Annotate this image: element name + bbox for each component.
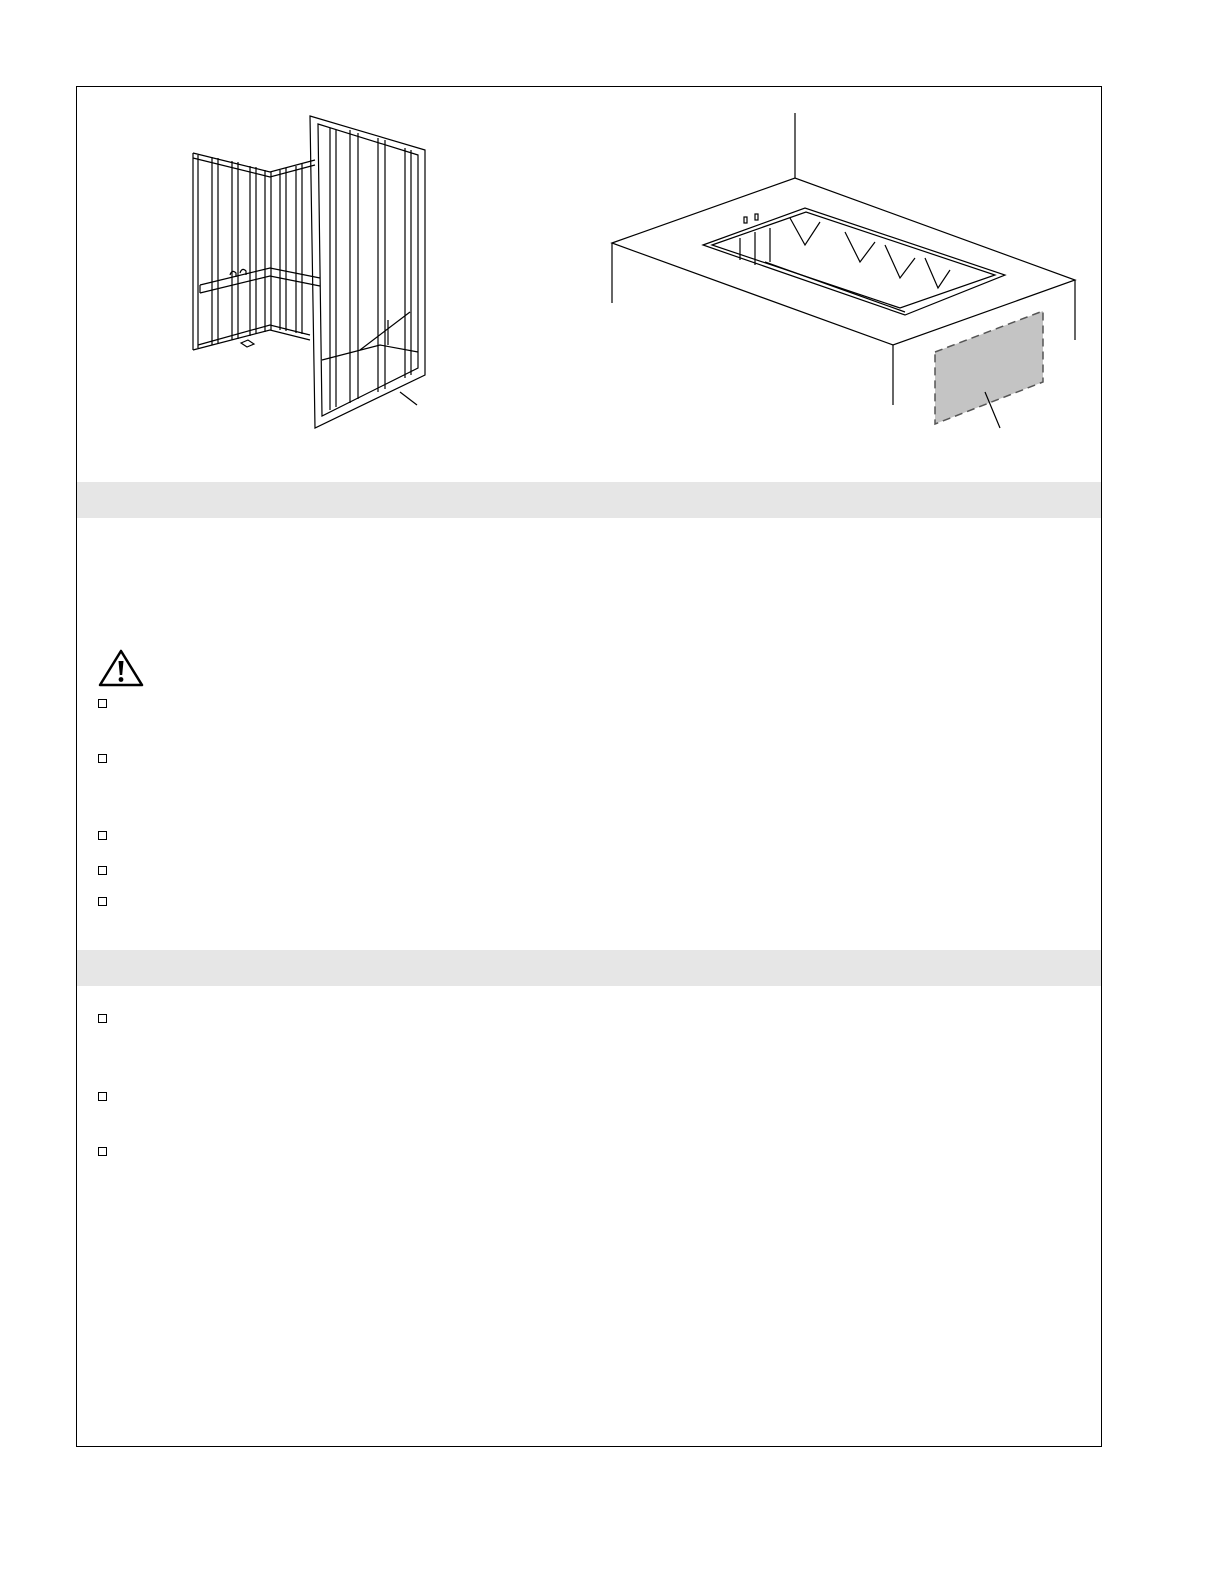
checkbox-icon[interactable] (98, 897, 107, 906)
checkbox-icon[interactable] (98, 831, 107, 840)
checkbox-icon[interactable] (98, 1147, 107, 1156)
checkbox-icon[interactable] (98, 1092, 107, 1101)
checkbox-icon[interactable] (98, 754, 107, 763)
checkbox-icon[interactable] (98, 699, 107, 708)
checkbox-icon[interactable] (98, 1014, 107, 1023)
checkbox-icon[interactable] (98, 866, 107, 875)
warning-triangle-icon (97, 648, 145, 688)
alcove-access-panel-illustration (605, 108, 1080, 433)
wall-framing-illustration (185, 108, 445, 433)
section-header-bar (77, 482, 1101, 518)
section-header-bar (77, 950, 1101, 986)
